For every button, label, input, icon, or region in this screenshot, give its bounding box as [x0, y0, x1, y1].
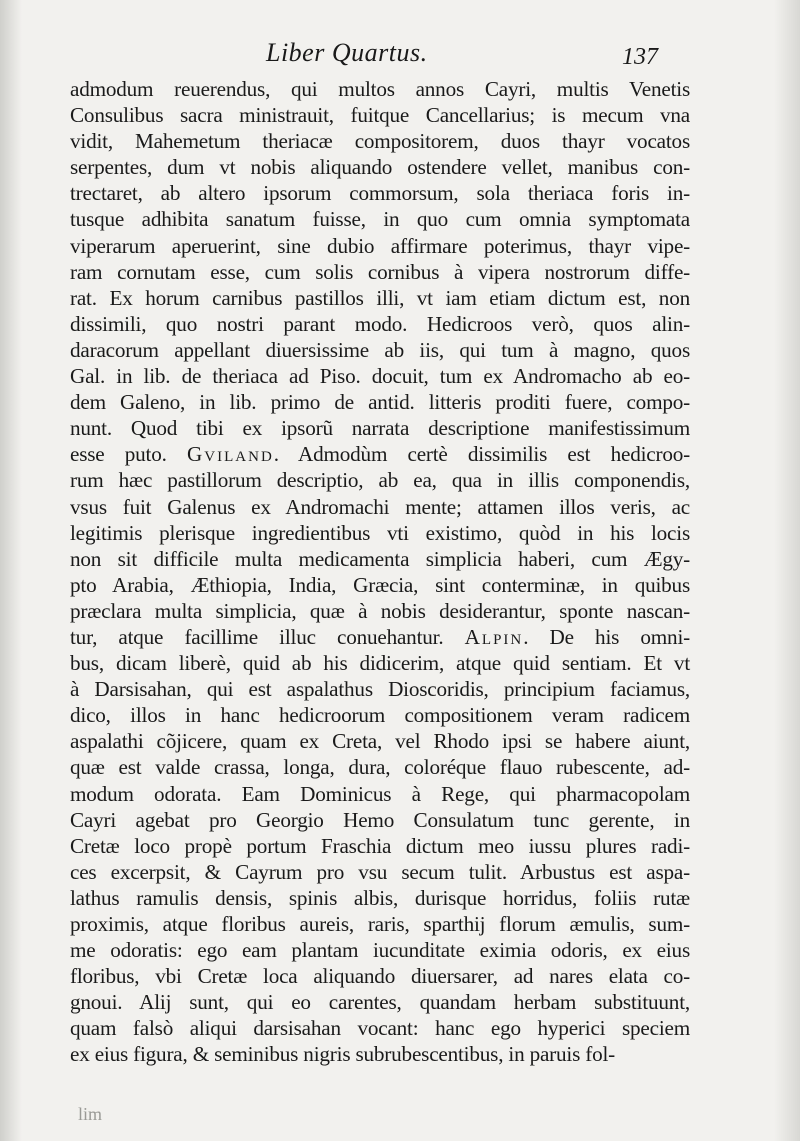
- text-line: serpentes, dum vt nobis aliquando ostendere vellet, manibus con-: [70, 155, 690, 180]
- text-line: vidit, Mahemetum theriacæ compositorem, duos thayr vocatos: [70, 129, 690, 154]
- text-line: floribus, vbi Cretæ loca aliquando diuersarer, ad nares elata co-: [70, 964, 690, 989]
- text-line: pto Arabia, Æthiopia, India, Græcia, sint conterminæ, in quibus: [70, 572, 690, 597]
- text-line: ram cornutam esse, cum solis cornibus à vipera nostrorum diffe-: [70, 259, 690, 284]
- text-line: Consulibus sacra ministrauit, fuitque Cancellarius; is mecum vna: [70, 103, 690, 128]
- text-line: nunt. Quod tibi ex ipsorũ narrata descriptione manifestissimum: [70, 416, 690, 441]
- text-line: aspalathi cõjicere, quam ex Creta, vel Rhodo ipsi se habere aiunt,: [70, 729, 690, 754]
- text-line: legitimis plerisque ingredientibus vti existimo, quòd in his locis: [70, 520, 690, 545]
- speaker-name: Alpin: [464, 624, 524, 649]
- text-line: vsus fuit Galenus ex Andromachi mente; attamen illos veris, ac: [70, 494, 690, 519]
- text-line: bus, dicam liberè, quid ab his didicerim, atque quid sentiam. Et vt: [70, 651, 690, 676]
- text-line: præclara multa simplicia, quæ à nobis desiderantur, sponte nascan-: [70, 598, 690, 623]
- text-line: viperarum aperuerint, sine dubio affirmare poterimus, thayr vipe-: [70, 233, 690, 258]
- text-line: rum hæc pastillorum descriptio, ab ea, qua in illis componendis,: [70, 468, 690, 493]
- text-line: dissimili, quo nostri parant modo. Hedicroos verò, quos alin-: [70, 311, 690, 336]
- body-text: [70, 76, 690, 1068]
- text-line: admodum reuerendus, qui multos annos Cayri, multis Venetis: [70, 77, 690, 101]
- running-head: Liber Quartus.: [266, 38, 428, 67]
- text-line: ex eius figura, & seminibus nigris subrubescentibus, in paruis fol-: [70, 1042, 616, 1067]
- text-line: Cayri agebat pro Georgio Hemo Consulatum tunc gerente, in: [70, 807, 690, 832]
- text-line: quæ est valde crassa, longa, dura, coloréque flauo rubescente, ad-: [70, 755, 690, 780]
- text-line: me odoratis: ego eam plantam iucunditate eximia odoris, ex eius: [70, 938, 690, 963]
- text-line: trectaret, ab altero ipsorum commorsum, sola theriaca foris in-: [70, 181, 690, 206]
- text-line: Cretæ loco propè portum Fraschia dictum meo iussu plures radi-: [70, 833, 690, 858]
- catchword: lim: [78, 1104, 103, 1124]
- text-line: non sit difficile multa medicamenta simplicia haberi, cum Ægy-: [70, 546, 690, 571]
- text-line: ces excerpsit, & Cayrum pro vsu secum tulit. Arbustus est aspa-: [70, 859, 690, 884]
- text-line: tusque adhibita sanatum fuisse, in quo cum omnia symptomata: [70, 207, 690, 232]
- text-line: tur, atque facillime illuc conuehantur. Alpin. De his omni-: [70, 624, 690, 649]
- text-line: gnoui. Alij sunt, qui eo carentes, quandam herbam substituunt,: [70, 990, 690, 1015]
- text-line: modum odorata. Eam Dominicus à Rege, qui pharmacopolam: [70, 781, 690, 806]
- page-header: [0, 38, 800, 78]
- page-number: 137: [622, 44, 658, 70]
- text-line: lathus ramulis densis, spinis albis, durisque horridus, foliis rutæ: [70, 885, 690, 910]
- text-line: daracorum appellant diuersissime ab iis, qui tum à magno, quos: [70, 337, 690, 362]
- text-line: esse puto. Gviland. Admodùm certè dissimilis est hedicroo-: [70, 442, 690, 467]
- text-line: dem Galeno, in lib. primo de antid. litteris proditi fuere, compo-: [70, 390, 690, 415]
- text-line: Gal. in lib. de theriaca ad Piso. docuit, tum ex Andromacho ab eo-: [70, 364, 690, 389]
- text-line: dico, illos in hanc hedicroorum compositionem veram radicem: [70, 703, 690, 728]
- speaker-name: Gviland: [187, 442, 274, 467]
- text-line: rat. Ex horum carnibus pastillos illi, vt iam etiam dictum est, non: [70, 285, 690, 310]
- text-line: quam falsò aliqui darsisahan vocant: hanc ego hyperici speciem: [70, 1016, 690, 1041]
- text-line: proximis, atque floribus aureis, raris, sparthij florum æmulis, sum-: [70, 912, 690, 936]
- text-line: à Darsisahan, qui est aspalathus Dioscoridis, principium faciamus,: [70, 677, 690, 702]
- page-edge-shadow: [774, 0, 800, 1141]
- page-gutter-shadow: [0, 0, 22, 1141]
